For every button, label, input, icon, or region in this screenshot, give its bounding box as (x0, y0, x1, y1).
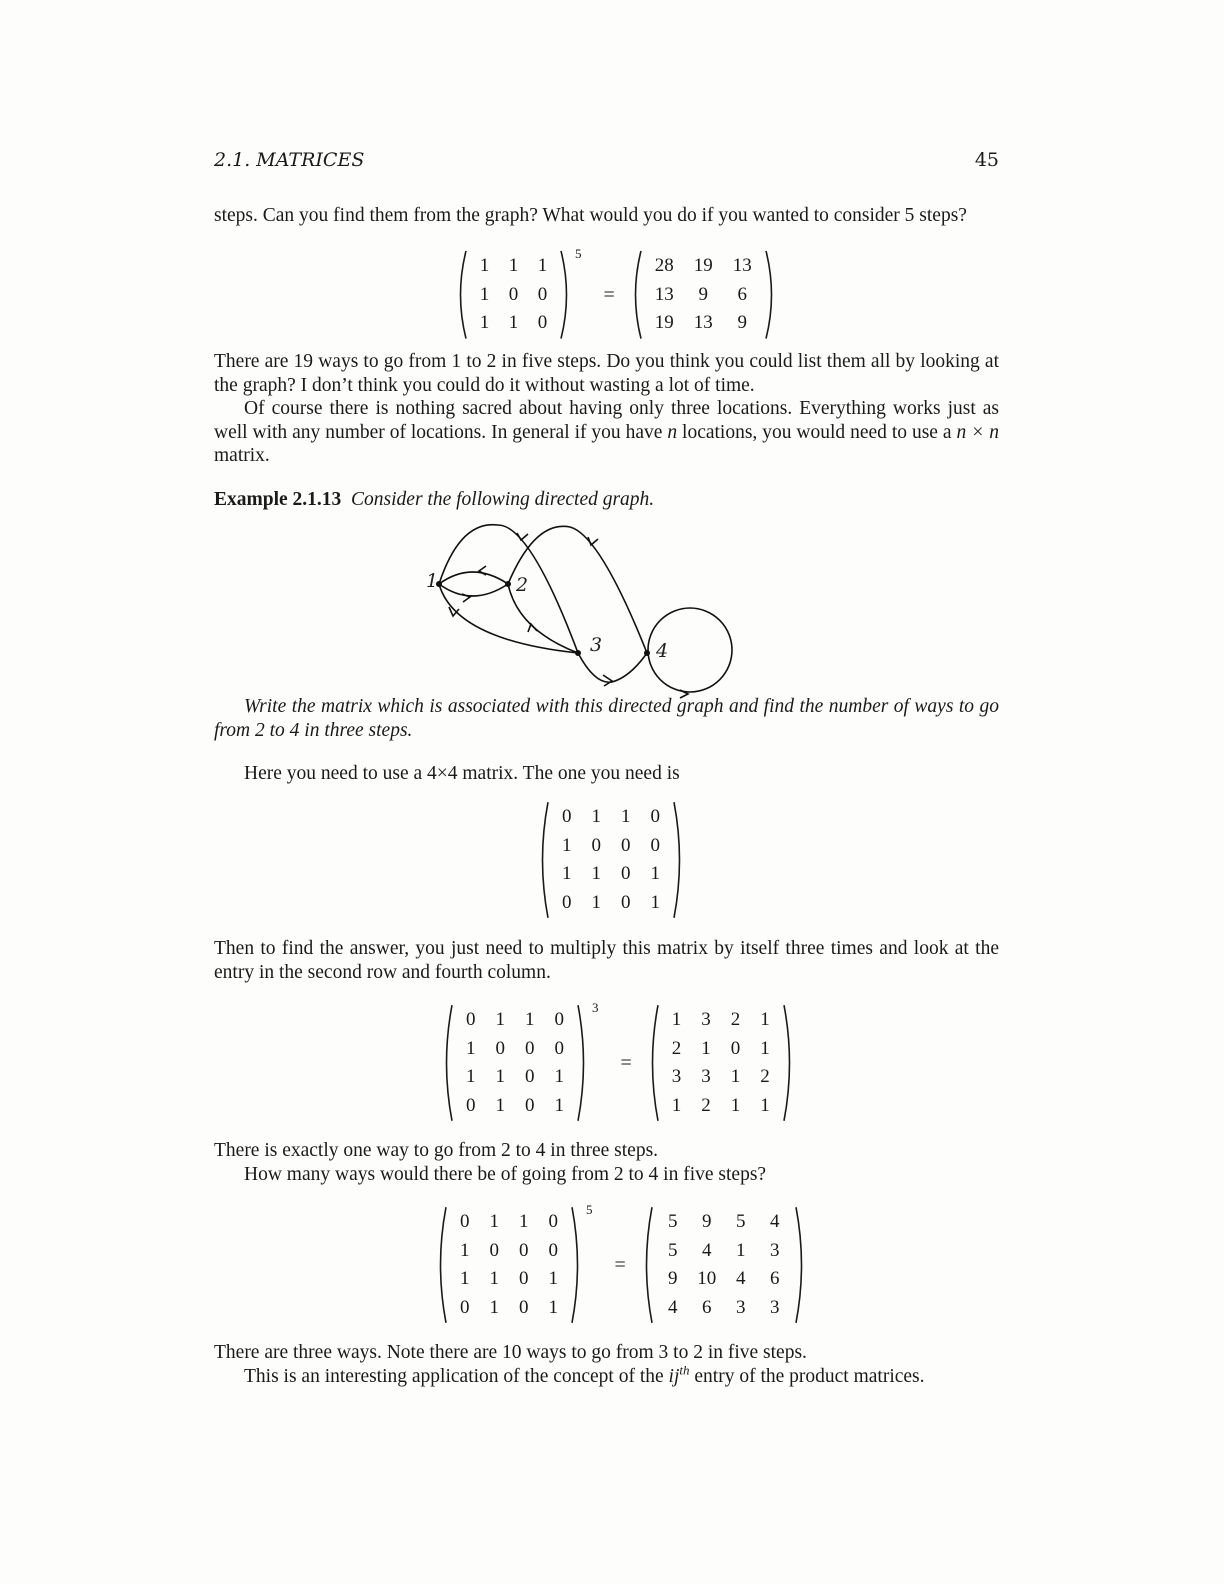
paragraph-locations (214, 397, 999, 468)
equals-sign: = (603, 283, 615, 306)
matrix-entry: 0 (466, 1094, 476, 1116)
left-paren (440, 1004, 454, 1122)
matrix (536, 803, 686, 917)
node-3 (575, 650, 581, 656)
paragraph-steps: steps. Can you find them from the graph? What would you do if you wanted to consider 5 steps? (214, 205, 967, 226)
matrix-row (662, 1063, 780, 1092)
matrix-entry: 0 (525, 1037, 535, 1059)
matrix-equation-3 (434, 1202, 808, 1322)
matrix-entry: 0 (650, 834, 660, 856)
matrix-adjacency (536, 803, 686, 917)
matrix-entry: 1 (489, 1268, 499, 1290)
matrix-entry: 0 (508, 283, 519, 305)
matrix-entry: 2 (760, 1066, 770, 1088)
exponent: 5 (575, 246, 582, 261)
node-label-1: 1 (426, 570, 439, 592)
matrix-entry: 0 (537, 283, 548, 305)
matrix-row (662, 1092, 780, 1121)
matrix-row (552, 832, 670, 861)
arrowhead (588, 537, 598, 545)
right-paren (576, 1004, 590, 1122)
node-4 (644, 650, 650, 656)
paragraph-4x4: Here you need to use a 4×4 matrix. The one you need is (244, 763, 680, 784)
matrix-entry: 0 (460, 1211, 470, 1233)
matrix-entry: 2 (671, 1037, 682, 1059)
arrowhead (603, 675, 612, 686)
matrix-entry: 0 (621, 863, 631, 885)
node-label-3: 3 (590, 634, 603, 656)
matrix-entry: 0 (519, 1268, 529, 1290)
matrix-lhs (440, 1006, 590, 1120)
matrix-row (456, 1006, 574, 1035)
matrix-entry: 6 (702, 1296, 712, 1318)
matrix-entry: 0 (554, 1009, 564, 1031)
matrix-entry: 1 (495, 1066, 505, 1088)
section-title: 2.1. MATRICES (214, 149, 365, 171)
matrix-entry: 9 (702, 1211, 712, 1233)
matrix-row (645, 309, 762, 338)
matrix-entry: 1 (730, 1094, 741, 1116)
matrix-row (470, 252, 557, 281)
matrix-entry: 19 (654, 312, 674, 334)
matrix-row (656, 1294, 792, 1323)
matrix-entry: 6 (770, 1268, 780, 1290)
matrix-row (450, 1208, 568, 1237)
matrix-entry: 1 (460, 1239, 470, 1261)
matrix-entry: 5 (668, 1211, 678, 1233)
matrix-grid (470, 252, 557, 338)
matrix-entry: 0 (562, 806, 572, 828)
arrowhead (517, 533, 528, 540)
matrix-entry: 4 (668, 1296, 678, 1318)
node-2 (505, 581, 511, 587)
text: entry of the product matrices. (689, 1366, 925, 1387)
matrix-equation-2 (440, 1000, 796, 1120)
right-paren (794, 1206, 808, 1324)
matrix-equation-1 (454, 246, 778, 338)
matrix-entry: 1 (479, 283, 490, 305)
matrix-entry: 3 (770, 1296, 780, 1318)
matrix-entry: 1 (760, 1037, 770, 1059)
matrix-entry: 0 (621, 891, 631, 913)
matrix-entry: 1 (701, 1037, 711, 1059)
matrix-entry: 0 (650, 806, 660, 828)
paragraph-19-ways: There are 19 ways to go from 1 to 2 in five steps. Do you think you could list them all by looking at the graph? I don’t think you could do it without wasting a lot of time. (214, 351, 999, 396)
edge-3-to-4 (578, 653, 647, 682)
matrix-entry: 0 (489, 1239, 499, 1261)
equals-sign: = (620, 1052, 632, 1074)
matrix-row (645, 281, 762, 310)
matrix-entry: 3 (770, 1239, 780, 1261)
running-header (214, 148, 999, 172)
matrix-row (470, 309, 557, 338)
matrix-entry: 1 (591, 806, 601, 828)
equals-sign: = (614, 1254, 626, 1276)
exponent: 5 (586, 1202, 593, 1217)
matrix-entry: 1 (554, 1066, 564, 1088)
paragraph-multiply: Then to find the answer, you just need to multiply this matrix by itself three times and look at the entry in the second row and fourth column. (214, 938, 999, 983)
matrix-entry: 1 (508, 255, 519, 277)
matrix-entry: 1 (548, 1296, 558, 1318)
left-paren (536, 801, 550, 919)
matrix-entry: 0 (525, 1066, 535, 1088)
matrix-lhs (454, 252, 573, 338)
matrix-entry: 4 (770, 1211, 780, 1233)
matrix-entry: 4 (736, 1268, 746, 1290)
arrowhead (479, 566, 486, 575)
matrix-entry: 9 (668, 1268, 678, 1290)
matrix-entry: 0 (519, 1296, 529, 1318)
exponent: 3 (592, 1000, 599, 1015)
left-paren (454, 250, 468, 340)
node-label-4: 4 (656, 640, 669, 662)
math-expr: n × n (956, 421, 999, 443)
matrix-row (456, 1035, 574, 1064)
paragraph-one-way: There is exactly one way to go from 2 to 4 in three steps. (214, 1140, 659, 1161)
text: Of course there is nothing sacred about having only three locations. Everything works just as well with any number of locations. In general if you have (214, 398, 999, 443)
matrix-rhs (640, 1208, 808, 1322)
matrix-entry: 1 (554, 1094, 564, 1116)
matrix-grid (662, 1006, 780, 1120)
matrix-entry: 0 (519, 1239, 529, 1261)
matrix-entry: 1 (650, 863, 660, 885)
matrix-rhs (629, 252, 778, 338)
paragraph-application (214, 1362, 999, 1389)
matrix-entry: 0 (495, 1037, 505, 1059)
edge-4-to-2 (508, 526, 647, 653)
matrix-grid (552, 803, 670, 917)
right-paren (764, 250, 778, 340)
matrix-entry: 13 (654, 283, 674, 305)
left-paren (640, 1206, 654, 1324)
matrix-row (662, 1006, 780, 1035)
matrix-entry: 3 (701, 1009, 711, 1031)
matrix-entry: 1 (562, 834, 572, 856)
matrix-entry: 3 (736, 1296, 746, 1318)
matrix-entry: 1 (479, 312, 490, 334)
matrix-entry: 4 (702, 1239, 712, 1261)
matrix-entry: 0 (466, 1009, 476, 1031)
right-paren (570, 1206, 584, 1324)
matrix-row (645, 252, 762, 281)
matrix-entry: 1 (562, 863, 572, 885)
matrix-grid (656, 1208, 792, 1322)
edge-2-to-1 (439, 572, 508, 584)
matrix-entry: 0 (525, 1094, 535, 1116)
matrix-entry: 1 (495, 1094, 505, 1116)
example-label: Example 2.1.13 (214, 489, 342, 510)
matrix-entry: 0 (548, 1239, 558, 1261)
math-var: n (667, 421, 678, 443)
matrix-row (470, 281, 557, 310)
math-ij: ij (668, 1366, 680, 1387)
matrix-row (456, 1063, 574, 1092)
matrix-entry: 1 (760, 1009, 770, 1031)
matrix-entry: 1 (671, 1094, 682, 1116)
matrix-entry: 1 (466, 1066, 476, 1088)
matrix-entry: 1 (760, 1094, 770, 1116)
matrix-entry: 6 (737, 283, 748, 305)
matrix-entry: 1 (460, 1268, 470, 1290)
text: This is an interesting application of the concept of the (244, 1366, 669, 1387)
matrix-entry: 0 (548, 1211, 558, 1233)
matrix-entry: 1 (650, 891, 660, 913)
matrix-entry: 19 (693, 255, 713, 277)
matrix-entry: 1 (508, 312, 519, 334)
matrix-row (552, 889, 670, 918)
matrix-row (656, 1237, 792, 1266)
matrix-grid (645, 252, 762, 338)
matrix-entry: 28 (654, 255, 674, 277)
matrix-rhs (646, 1006, 796, 1120)
matrix-row (656, 1208, 792, 1237)
directed-graph (400, 505, 750, 700)
paragraph-three-ways: There are three ways. Note there are 10 ways to go from 3 to 2 in five steps. (214, 1342, 807, 1363)
matrix-entry: 2 (701, 1094, 711, 1116)
matrix-entry: 5 (668, 1239, 678, 1261)
matrix-entry: 3 (701, 1066, 711, 1088)
arrowhead (449, 607, 459, 616)
matrix-entry: 0 (730, 1037, 741, 1059)
matrix-entry: 1 (466, 1037, 476, 1059)
matrix-grid (450, 1208, 568, 1322)
matrix-row (456, 1092, 574, 1121)
matrix-row (450, 1237, 568, 1266)
matrix-entry: 0 (460, 1296, 470, 1318)
matrix-entry: 13 (693, 312, 713, 334)
matrix-entry: 1 (479, 255, 490, 277)
right-paren (782, 1004, 796, 1122)
matrix-entry: 1 (730, 1066, 741, 1088)
matrix-entry: 0 (591, 834, 601, 856)
left-paren (646, 1004, 660, 1122)
matrix-entry: 0 (621, 834, 631, 856)
problem-statement: Write the matrix which is associated with this directed graph and find the number of ways to go from 2 to 4 in three steps. (214, 696, 999, 741)
matrix-entry: 9 (698, 283, 709, 305)
matrix-entry: 1 (519, 1211, 529, 1233)
matrix-entry: 0 (537, 312, 548, 334)
matrix-row (662, 1035, 780, 1064)
superscript-th: th (679, 1362, 690, 1378)
matrix-entry: 0 (562, 891, 572, 913)
matrix-entry: 1 (736, 1239, 746, 1261)
matrix-entry: 1 (537, 255, 548, 277)
paragraph-five-steps-question: How many ways would there be of going from 2 to 4 in five steps? (244, 1164, 767, 1185)
right-paren (559, 250, 573, 340)
matrix-entry: 9 (737, 312, 748, 334)
left-paren (629, 250, 643, 340)
matrix-grid (456, 1006, 574, 1120)
matrix-entry: 13 (732, 255, 752, 277)
matrix-entry: 2 (730, 1009, 741, 1031)
matrix-entry: 1 (489, 1211, 499, 1233)
left-paren (434, 1206, 448, 1324)
matrix-row (450, 1294, 568, 1323)
matrix-entry: 1 (671, 1009, 682, 1031)
matrix-entry: 1 (495, 1009, 505, 1031)
matrix-entry: 0 (554, 1037, 564, 1059)
matrix-entry: 5 (736, 1211, 746, 1233)
matrix-entry: 10 (697, 1268, 717, 1290)
matrix-entry: 1 (525, 1009, 535, 1031)
matrix-entry: 1 (548, 1268, 558, 1290)
matrix-row (656, 1265, 792, 1294)
edge-1-to-2 (439, 584, 508, 596)
matrix-row (552, 803, 670, 832)
matrix-entry: 1 (591, 863, 601, 885)
matrix-lhs (434, 1208, 584, 1322)
example-statement: Consider the following directed graph. (351, 489, 655, 510)
matrix-row (552, 860, 670, 889)
matrix-row (450, 1265, 568, 1294)
page-number: 45 (974, 149, 999, 171)
text: matrix. (214, 445, 270, 467)
matrix-entry: 1 (591, 891, 601, 913)
right-paren (672, 801, 686, 919)
matrix-entry: 1 (621, 806, 631, 828)
text: locations, you would need to use a (677, 421, 957, 443)
matrix-entry: 1 (489, 1296, 499, 1318)
matrix-entry: 3 (671, 1066, 682, 1088)
node-label-2: 2 (516, 574, 529, 596)
